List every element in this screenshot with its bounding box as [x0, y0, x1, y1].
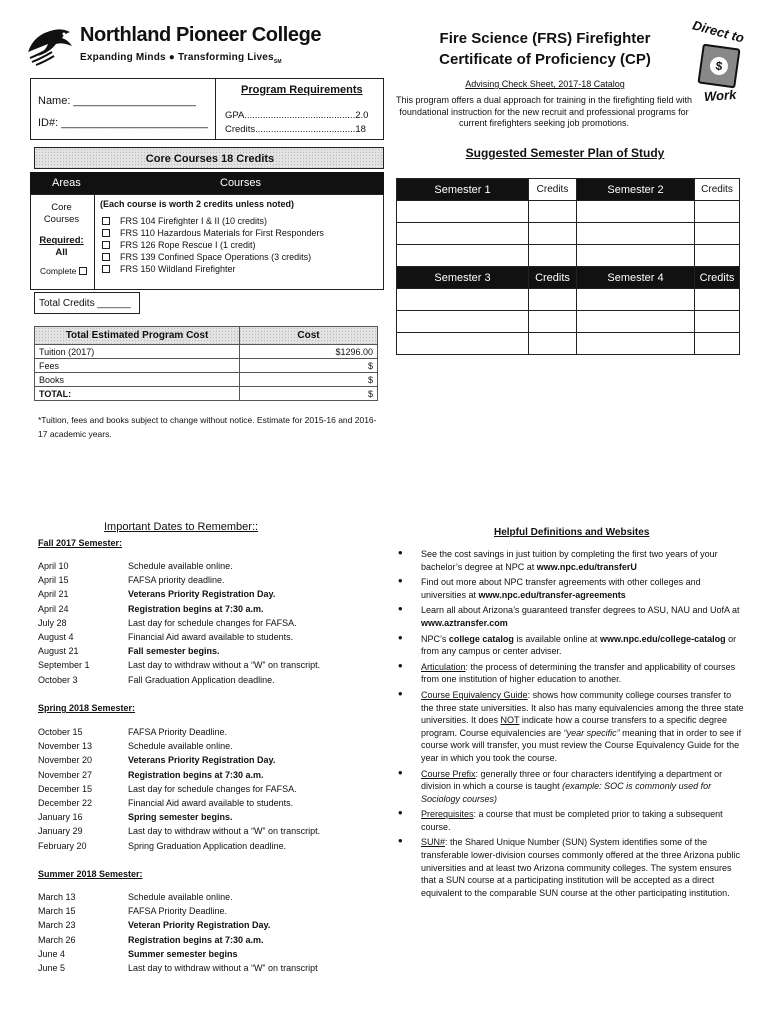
list-item: • Find out more about NPC transfer agreements with other colleges and universities at www.npc.edu/transfer-agreements [398, 576, 744, 601]
credits-requirement: Credits......................................18 [225, 124, 366, 135]
list-item: • Articulation: the process of determining the transfer and applicability of courses from one institution of higher education to another. [398, 661, 744, 686]
table-row [397, 223, 740, 245]
date-event: Schedule available online. [128, 741, 233, 752]
aztransfer-link[interactable]: www.aztransfer.com [421, 617, 508, 628]
date-label: September 1 [38, 660, 90, 671]
date-label: November 27 [38, 769, 93, 780]
course-item[interactable]: FRS 150 Wildland Firefighter [102, 263, 382, 275]
checkbox-icon[interactable] [102, 229, 110, 237]
checkbox-icon[interactable] [102, 265, 110, 273]
date-label: June 4 [38, 948, 66, 959]
date-event: Last day to withdraw without a “W” on transcript [128, 963, 318, 973]
date-label: March 13 [38, 892, 76, 902]
important-dates-title: Important Dates to Remember:: [104, 521, 259, 533]
date-event: Spring Graduation Application deadline. [128, 840, 287, 851]
name-field[interactable]: Name: ____________________ [38, 95, 196, 107]
date-event: Schedule available online. [128, 561, 233, 571]
date-event: FAFSA Priority Deadline. [128, 727, 228, 737]
date-label: March 15 [38, 906, 76, 917]
course-item[interactable]: FRS 104 Firefighter I & II (10 credits) [102, 215, 382, 227]
list-item: • Course Prefix: generally three or four characters identifying a department or division in which a course is taught (example: SOC is commonly used for Sociology courses) [398, 768, 744, 806]
summer-title: Summer 2018 Semester: [38, 869, 143, 879]
table-row [397, 333, 740, 355]
table-row: Fees $ [35, 359, 378, 373]
fall-title: Fall 2017 Semester: [38, 538, 123, 548]
table-row: Tuition (2017) $1296.00 [35, 345, 378, 359]
date-event: Spring semester begins. [128, 812, 233, 823]
date-event: Last day for schedule changes for FAFSA. [128, 783, 297, 794]
date-event: Registration begins at 7:30 a.m. [128, 603, 264, 614]
date-event: Veterans Priority Registration Day. [128, 755, 276, 766]
date-event: Veteran Priority Registration Day. [128, 920, 271, 931]
table-row: TOTAL: $ [35, 387, 378, 401]
date-label: October 3 [38, 674, 78, 685]
checkbox-icon[interactable] [102, 217, 110, 225]
date-label: April 10 [38, 561, 69, 571]
college-name: Northland Pioneer College [80, 24, 322, 46]
date-label: November 20 [38, 755, 93, 766]
table-row [397, 201, 740, 223]
list-item: • Prerequisites: a course that must be completed prior to taking a subsequent course. [398, 808, 744, 833]
checkbox-icon[interactable] [102, 253, 110, 261]
core-table-header: Areas Courses [30, 172, 384, 194]
course-item[interactable]: FRS 110 Hazardous Materials for First Responders [102, 227, 382, 239]
college-tagline: Expanding Minds ● Transforming Lives$_{SM}$ [80, 52, 282, 65]
table-row [397, 311, 740, 333]
date-label: April 21 [38, 589, 69, 600]
table-row [397, 289, 740, 311]
definitions-list [398, 548, 744, 902]
date-label: February 20 [38, 840, 87, 851]
program-description: This program offers a dual approach for training in the firefighting field with foundational instruction for the new recruit and professional programs for current firefighters seeking job promotions. [396, 95, 692, 128]
date-event: Fall semester begins. [128, 646, 220, 657]
list-item: • SUN#: the Shared Unique Number (SUN) System identifies some of the transferable lower-division courses commonly offered at the three Arizona public universities and at least two Arizona community colleges. The system ensures that a SUN course at a participating institution will be accepted as a direct equivalent to the comparable SUN course at the other participating institution. [398, 836, 744, 899]
table-row [397, 245, 740, 267]
date-event: Financial Aid award available to students. [128, 632, 294, 642]
complete-checkbox[interactable]: Complete [40, 266, 87, 276]
page-title: Fire Science (FRS) Firefighter [439, 30, 651, 47]
cost-table: Total Estimated Program Cost Cost Tuition (2017) $1296.00 Fees $ Books $ TOTAL: $ [34, 326, 378, 401]
eagle-logo-icon [24, 22, 74, 67]
date-event: Last day for schedule changes for FAFSA. [128, 617, 297, 628]
date-event: Financial Aid award available to students. [128, 798, 294, 808]
table-row: Books $ [35, 373, 378, 387]
date-event: Veterans Priority Registration Day. [128, 589, 276, 600]
date-label: December 22 [38, 798, 93, 808]
transfer-agreements-link[interactable]: www.npc.edu/transfer-agreements [478, 589, 626, 600]
date-label: October 15 [38, 727, 83, 737]
college-logo [24, 22, 322, 72]
total-credits-field[interactable]: Total Credits ______ [34, 292, 140, 314]
direct-to-work-stamp: Direct to $ Work [690, 17, 746, 105]
date-label: August 21 [38, 646, 79, 657]
date-label: August 4 [38, 632, 74, 642]
date-label: March 26 [38, 934, 76, 945]
date-event: Schedule available online. [128, 892, 233, 902]
spring-title: Spring 2018 Semester: [38, 703, 136, 713]
date-event: Registration begins at 7:30 a.m. [128, 934, 264, 945]
list-item: • Course Equivalency Guide: shows how community college courses transfer to the three state universities. It also has many equivalencies among the three state universities. It does NOT indicate how a course transfers to a specific degree program. Course equivalencies are “year specific” meaning that in order to see if course work will transfer, you must review the Course Equivalency Guide for the year in which you took the course. [398, 689, 744, 765]
date-label: June 5 [38, 963, 66, 973]
money-icon: $ [697, 44, 740, 89]
course-item[interactable]: FRS 139 Confined Space Operations (3 credits) [102, 251, 382, 263]
date-label: December 15 [38, 783, 93, 794]
date-event: Registration begins at 7:30 a.m. [128, 769, 264, 780]
date-event: FAFSA Priority Deadline. [128, 906, 228, 917]
gpa-requirement: GPA..........................................2.0 [225, 110, 369, 121]
date-label: January 16 [38, 812, 83, 823]
date-event: Summer semester begins [128, 948, 238, 959]
id-field[interactable]: ID#: ________________________ [38, 117, 209, 129]
date-label: January 29 [38, 826, 83, 837]
date-event: Fall Graduation Application deadline. [128, 674, 275, 685]
semester-plan-title: Suggested Semester Plan of Study [465, 146, 665, 160]
list-item: • NPC’s college catalog is available online at www.npc.edu/college-catalog or from any campus or center adviser. [398, 633, 744, 658]
checkbox-icon [79, 267, 87, 275]
page-subtitle: Certificate of Proficiency (CP) [439, 51, 651, 68]
date-label: April 24 [38, 603, 69, 614]
transferu-link[interactable]: www.npc.edu/transferU [536, 561, 637, 572]
date-label: March 23 [38, 920, 76, 931]
program-requirements-title: Program Requirements [241, 84, 363, 96]
list-item: • See the cost savings in just tuition by completing the first two years of your bachelor’s degree at NPC at www.npc.edu/transferU [398, 548, 744, 573]
date-label: July 28 [38, 617, 67, 628]
date-label: April 15 [38, 575, 69, 586]
cost-note: *Tuition, fees and books subject to change without notice. Estimate for 2015-16 and 2016-17 academic years. [38, 415, 377, 439]
credits-note: (Each course is worth 2 credits unless noted) [100, 199, 295, 209]
core-courses-bar: Core Courses 18 Credits [34, 147, 384, 169]
checkbox-icon[interactable] [102, 241, 110, 249]
helpful-title: Helpful Definitions and Websites [494, 527, 650, 538]
catalog-label: Advising Check Sheet, 2017-18 Catalog [465, 79, 625, 89]
date-event: Last day to withdraw without a “W” on transcript. [128, 660, 321, 671]
course-list [102, 215, 382, 275]
date-label: November 13 [38, 741, 93, 752]
course-item[interactable]: FRS 126 Rope Rescue I (1 credit) [102, 239, 382, 251]
college-catalog-link[interactable]: www.npc.edu/college-catalog [599, 633, 726, 644]
semester-plan-table: Semester 1 Credits Semester 2 Credits Semester 3 Credits Semester 4 Credits [396, 178, 740, 355]
date-event: Last day to withdraw without a “W” on transcript. [128, 826, 321, 837]
list-item: • Learn all about Arizona’s guaranteed transfer degrees to ASU, NAU and UofA at www.aztransfer.com [398, 604, 744, 629]
date-event: FAFSA priority deadline. [128, 575, 225, 586]
